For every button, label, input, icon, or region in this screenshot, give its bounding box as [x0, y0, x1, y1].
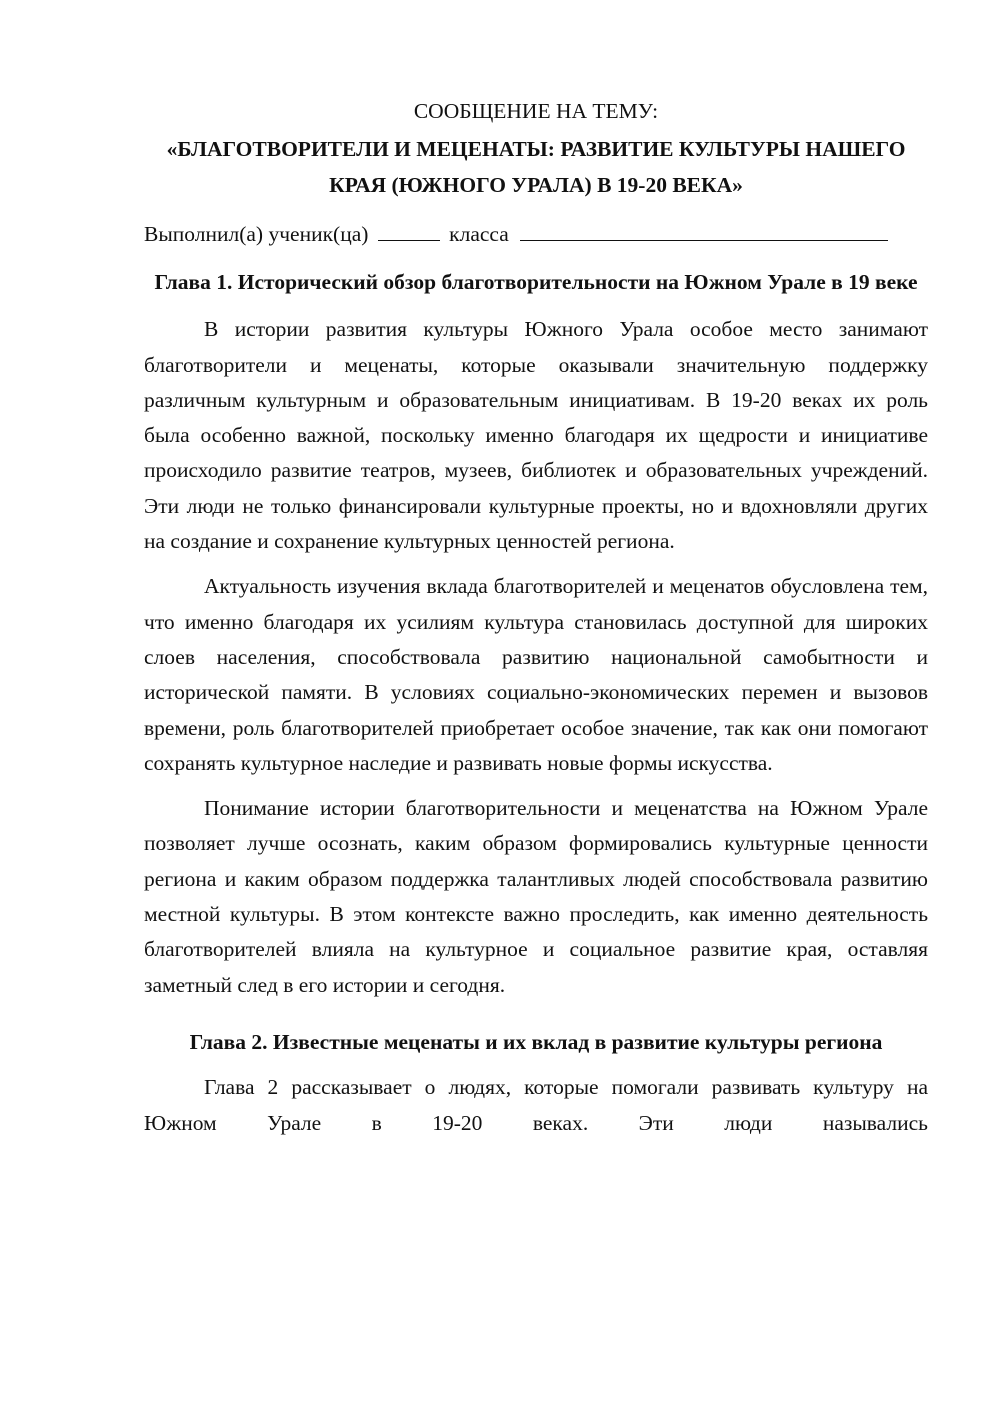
author-class-label: класса	[449, 222, 509, 246]
author-prefix: Выполнил(а) ученик(ца)	[144, 222, 369, 246]
document-page	[144, 94, 928, 1141]
paragraph-2: Актуальность изучения вклада благотворителей и меценатов обусловлена тем, что именно благодаря их усилиям культура становилась доступной для широких слоев населения, способствовала развитию национальной самобытности и исторической памяти. В условиях социально-экономических перемен и вызовов времени, роль благотворителей приобретает особое значение, так как они помогают сохранять культурное наследие и развивать новые формы искусства.	[144, 574, 928, 775]
class-number-field[interactable]	[378, 218, 440, 241]
chapter-2-paragraph: Глава 2 рассказывает о людях, которые помогали развивать культуру на Южном Урале в 19-20 веках. Эти люди назывались	[144, 1075, 928, 1135]
document-heading: СООБЩЕНИЕ НА ТЕМУ:	[413, 99, 659, 123]
document-topic: «БЛАГОТВОРИТЕЛИ И МЕЦЕНАТЫ: РАЗВИТИЕ КУЛЬТУРЫ НАШЕГО КРАЯ (ЮЖНОГО УРАЛА) В 19-20 ВЕКА»	[166, 137, 906, 197]
author-name-field[interactable]	[520, 218, 888, 241]
chapter-2-title: Глава 2. Известные меценаты и их вклад в развитие культуры региона	[189, 1029, 883, 1054]
paragraph-3: Понимание истории благотворительности и меценатства на Южном Урале позволяет лучше осознать, каким образом формировались культурные ценности региона и каким образом поддержка талантливых людей способствовала развитию местной культуры. В этом контексте важно проследить, как именно деятельность благотворителей влияла на культурное и социальное развитие края, оставляя заметный след в его истории и сегодня.	[144, 796, 928, 997]
author-line	[144, 217, 928, 252]
paragraph-1: В истории развития культуры Южного Урала особое место занимают благотворители и меценаты, которые оказывали значительную поддержку различным культурным и образовательным инициативам. В 19-20 веках их роль была особенно важной, поскольку именно благодаря их щедрости и инициативе происходило развитие театров, музеев, библиотек и образовательных учреждений. Эти люди не только финансировали культурные проекты, но и вдохновляли других на создание и сохранение культурных ценностей региона.	[144, 317, 928, 554]
chapter-1-title: Глава 1. Исторический обзор благотворительности на Южном Урале в 19 веке	[154, 270, 918, 295]
